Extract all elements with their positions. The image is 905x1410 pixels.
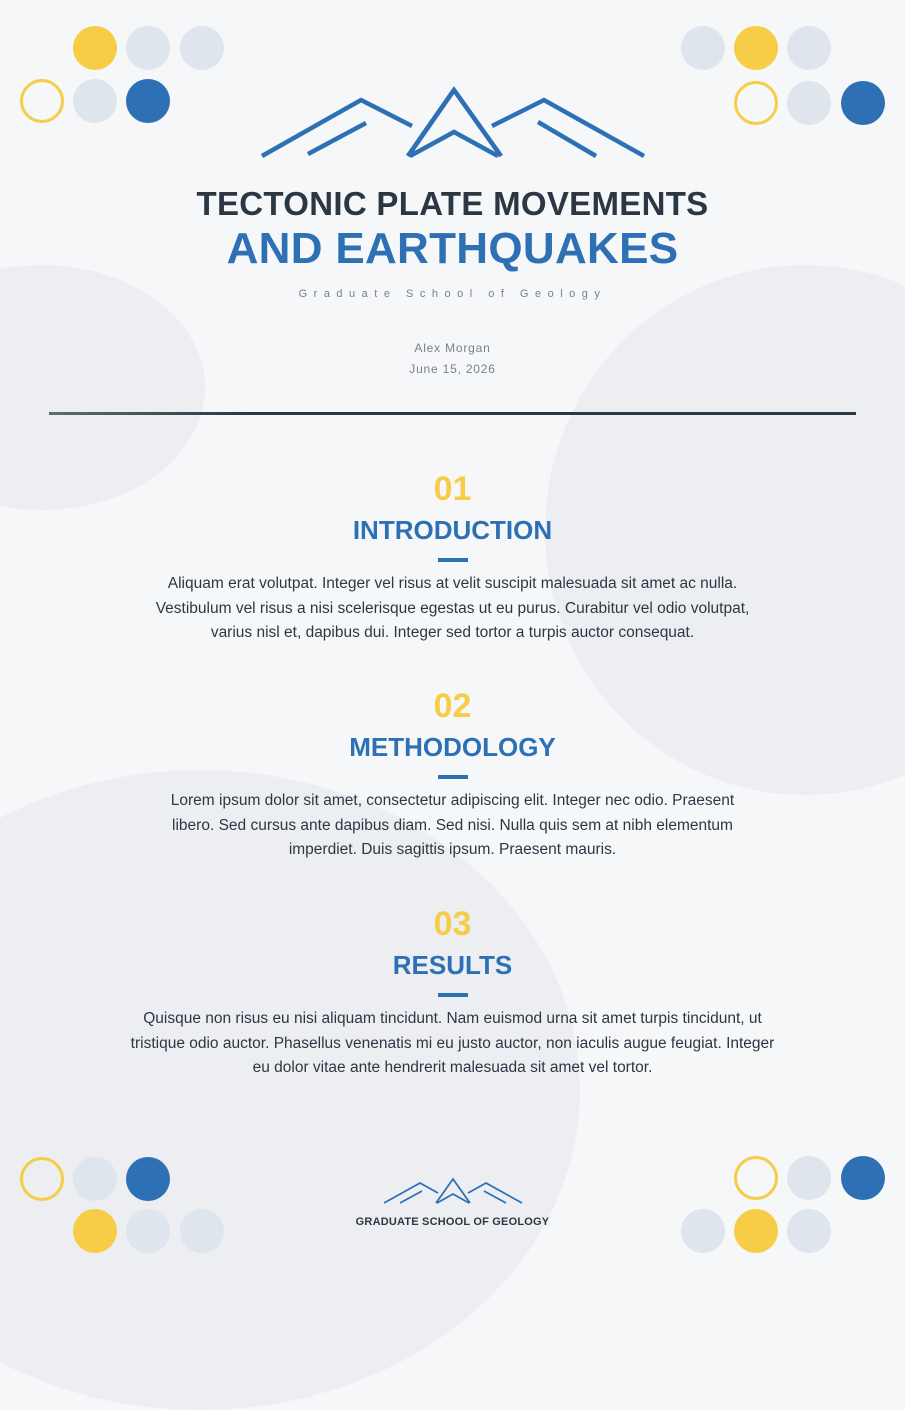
mountain-logo-icon (382, 1177, 524, 1205)
section-underline (438, 993, 468, 997)
dot (734, 1156, 778, 1200)
dot (787, 81, 831, 125)
header-divider (49, 412, 856, 415)
mountain-logo-icon (258, 86, 648, 162)
dot (681, 26, 725, 70)
section-body: Quisque non risus eu nisi aliquam tincidunt. Nam euismod urna sit amet turpis tincidunt, ut tristique odio auctor. Phasellus venenatis mi eu justo auctor, non iaculis augue feugiat. Integer eu dolor vitae ante hendrerit malesuada sit amet vel tortor. (130, 1010, 775, 1076)
section-underline (438, 558, 468, 562)
dots-bottom-right (681, 1156, 887, 1256)
dot (20, 1157, 64, 1201)
dot (180, 26, 224, 70)
title-line-2: AND EARTHQUAKES (226, 224, 679, 273)
dot (126, 26, 170, 70)
section-number: 03 (433, 905, 472, 943)
section-methodology (0, 686, 905, 863)
section-number: 02 (433, 687, 472, 725)
dot (73, 79, 117, 123)
dot (126, 79, 170, 123)
dot (20, 79, 64, 123)
dot (734, 81, 778, 125)
section-title: RESULTS (392, 950, 513, 980)
dots-top-left (20, 26, 226, 126)
dot (841, 1156, 885, 1200)
section-number: 01 (433, 470, 472, 508)
background-blob (0, 770, 580, 1410)
dot (787, 26, 831, 70)
dot (73, 26, 117, 70)
section-body: Lorem ipsum dolor sit amet, consectetur adipiscing elit. Integer nec odio. Praesent libero. Sed cursus ante dapibus diam. Sed nisi. Nulla quis sem at nibh elementum imperdiet. Duis sagittis ipsum. Praesent mauris. (170, 792, 735, 858)
dot (841, 81, 885, 125)
dot (734, 26, 778, 70)
section-introduction (0, 469, 905, 646)
title-line-1: TECTONIC PLATE MOVEMENTS (196, 185, 709, 222)
school-name: Graduate School of Geology (298, 288, 607, 300)
dots-top-right (681, 26, 887, 126)
section-title: METHODOLOGY (349, 732, 556, 762)
dot (126, 1157, 170, 1201)
author-name: Alex Morgan (414, 341, 491, 355)
section-results (0, 904, 905, 1081)
section-body: Aliquam erat volutpat. Integer vel risus at velit suscipit malesuada sit amet ac nulla. Vestibulum vel risus a nisi scelerisque egestas ut eu purus. Curabitur vel odio volutpat, varius nisl et, dapibus dui. Integer sed tortor a turpis auctor consequat. (155, 575, 750, 641)
section-underline (438, 775, 468, 779)
section-title: INTRODUCTION (352, 515, 553, 545)
footer-school-name: GRADUATE SCHOOL OF GEOLOGY (355, 1216, 550, 1228)
dot (73, 1157, 117, 1201)
dots-bottom-left (20, 1156, 226, 1256)
document-date: June 15, 2026 (409, 362, 496, 376)
dot (787, 1156, 831, 1200)
